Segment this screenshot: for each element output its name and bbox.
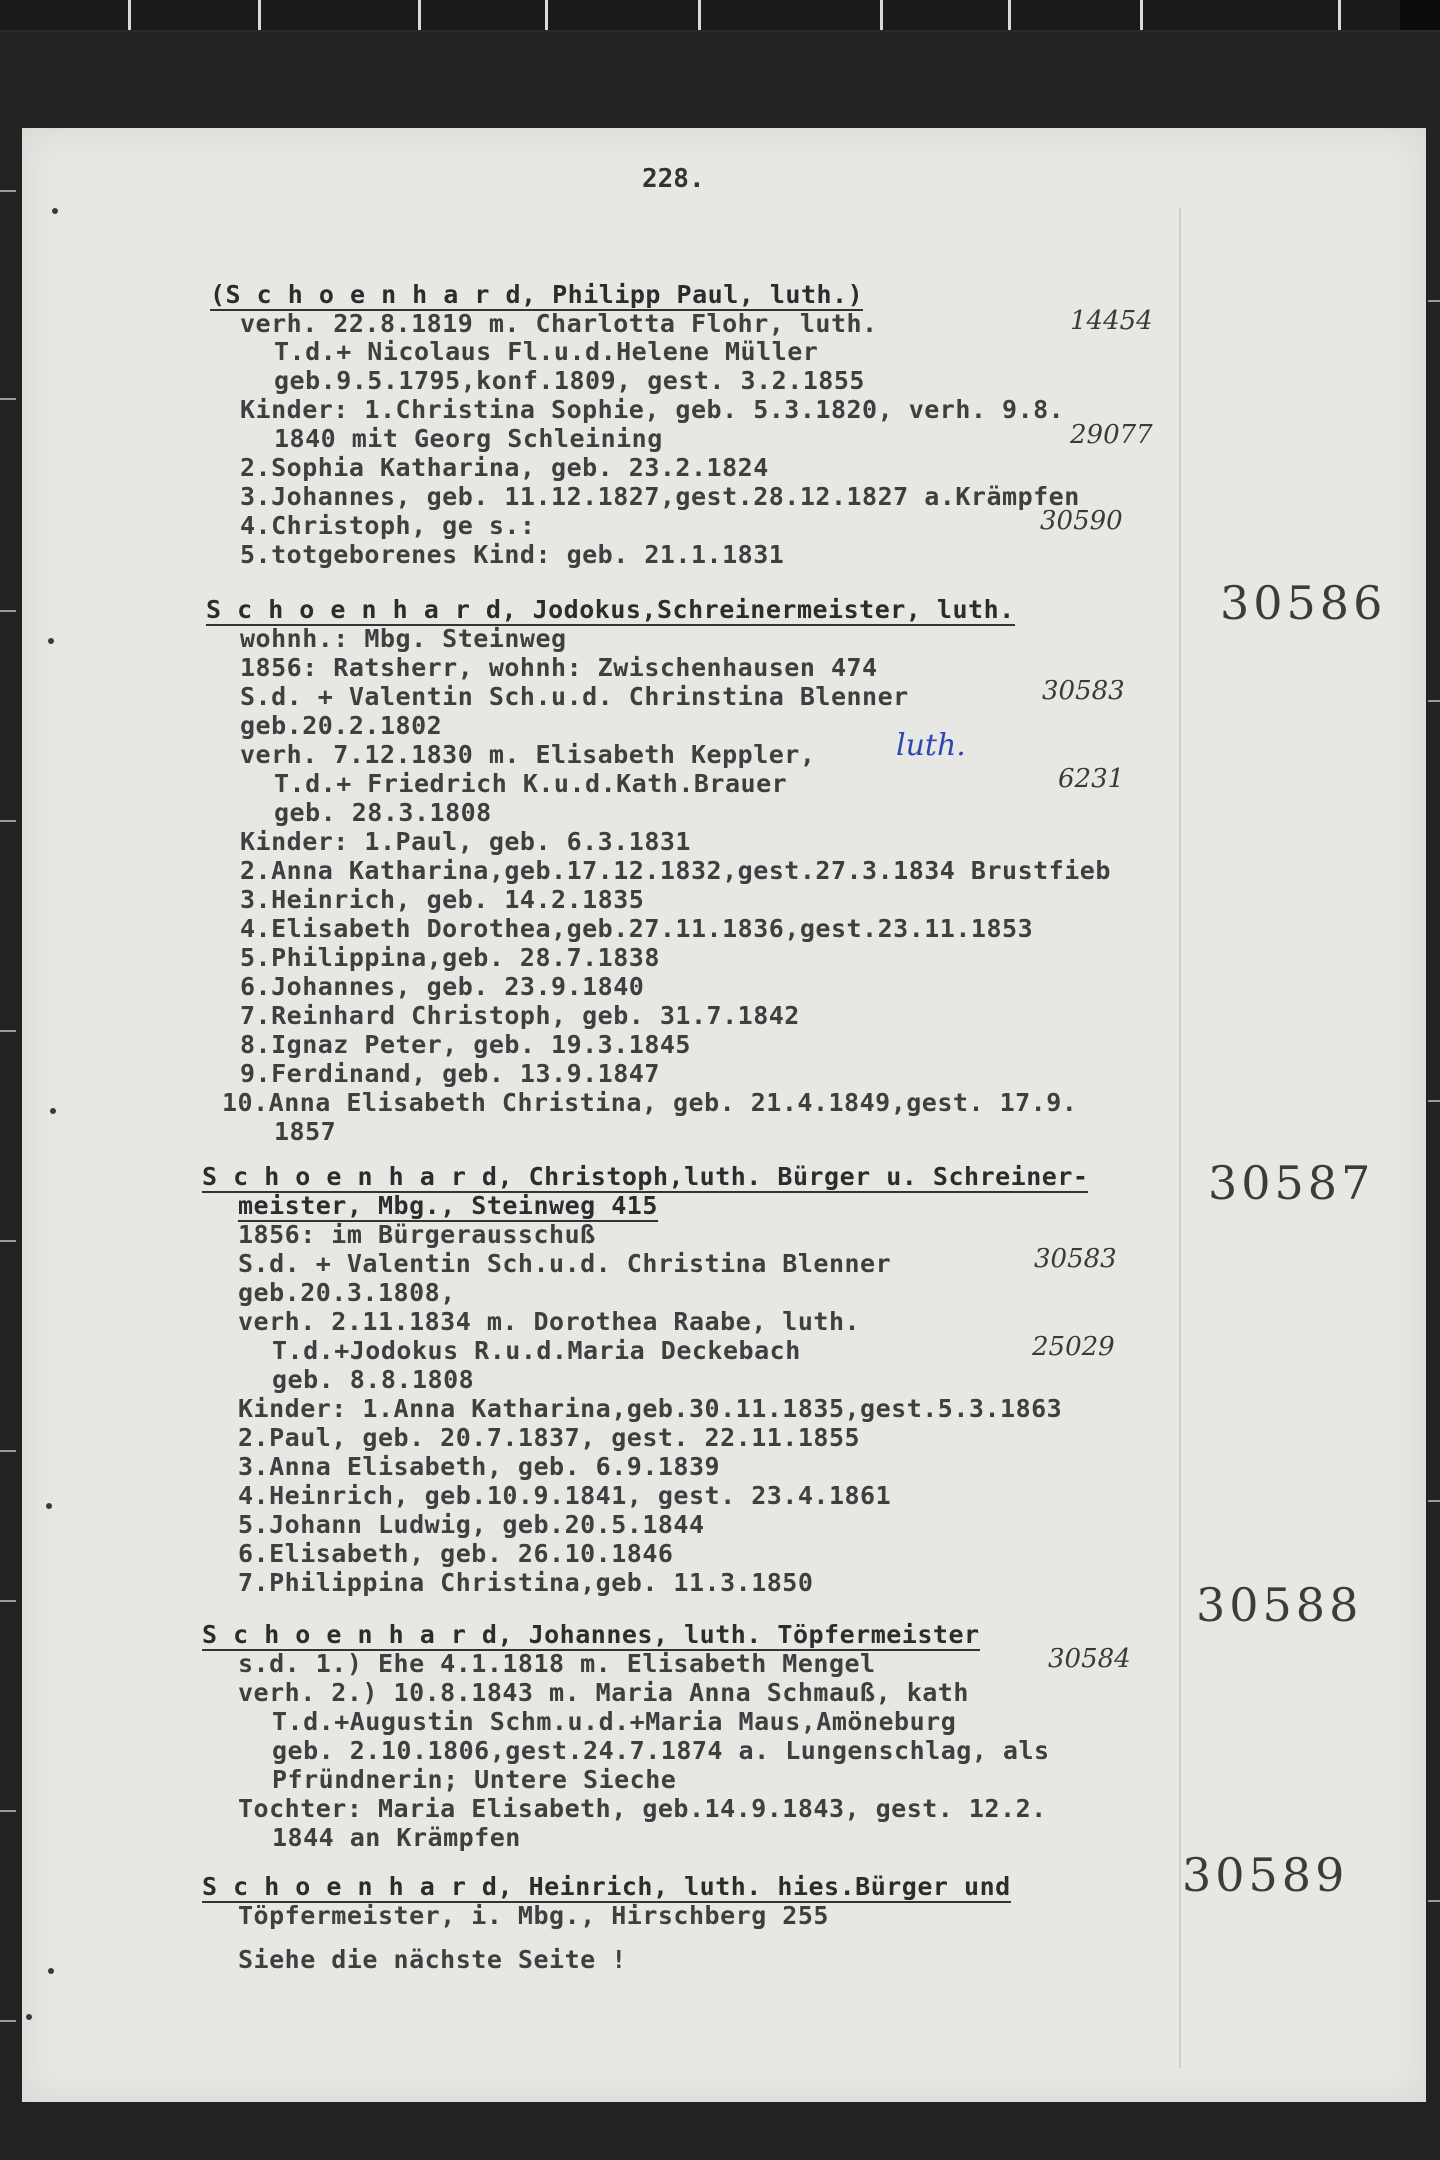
entry-line: S.d. + Valentin Sch.u.d. Chrinstina Blenner xyxy=(240,682,909,711)
edge-tick xyxy=(0,610,16,612)
scan-mark xyxy=(1140,0,1143,30)
reference-number: 30589 xyxy=(1182,1848,1349,1902)
entry-line: T.d.+ Nicolaus Fl.u.d.Helene Müller xyxy=(274,337,819,366)
entry-line: geb.20.2.1802 xyxy=(240,711,443,740)
entry-line: 2.Anna Katharina,geb.17.12.1832,gest.27.3.1834 Brustfieb xyxy=(240,856,1111,885)
margin-rule xyxy=(1179,208,1181,2068)
entry-line: verh. 7.12.1830 m. Elisabeth Keppler, xyxy=(240,740,816,769)
entry-line: 1857 xyxy=(274,1117,337,1146)
entry-line: Kinder: 1.Christina Sophie, geb. 5.3.1820, verh. 9.8. xyxy=(240,395,1065,424)
reference-number: 30586 xyxy=(1220,576,1387,630)
entry-line: T.d.+Augustin Schm.u.d.+Maria Maus,Amöneburg xyxy=(272,1707,957,1736)
scan-top-strip xyxy=(0,0,1440,32)
handwritten-annotation: 30584 xyxy=(1048,1644,1131,1674)
edge-tick xyxy=(0,1600,16,1602)
entry-heading: S c h o e n h a r d, Christoph,luth. Bürger u. Schreiner- xyxy=(202,1162,1089,1191)
scan-mark xyxy=(698,0,701,30)
entry-line: 1840 mit Georg Schleining xyxy=(274,424,663,453)
entry-line: 7.Philippina Christina,geb. 11.3.1850 xyxy=(238,1568,814,1597)
entry-line: 7.Reinhard Christoph, geb. 31.7.1842 xyxy=(240,1001,800,1030)
entry-line: 6.Johannes, geb. 23.9.1840 xyxy=(240,972,645,1001)
entry-line: verh. 22.8.1819 m. Charlotta Flohr, luth. xyxy=(240,309,878,338)
entry-heading: S c h o e n h a r d, Jodokus,Schreinermeister, luth. xyxy=(206,595,1015,624)
entry-line: 4.Elisabeth Dorothea,geb.27.11.1836,gest.23.11.1853 xyxy=(240,914,1034,943)
handwritten-annotation: 14454 xyxy=(1070,306,1153,336)
edge-tick xyxy=(1428,300,1440,302)
entry-line: 5.Johann Ludwig, geb.20.5.1844 xyxy=(238,1510,705,1539)
entry-line: verh. 2.11.1834 m. Dorothea Raabe, luth. xyxy=(238,1307,861,1336)
handwritten-annotation: luth. xyxy=(896,728,966,763)
edge-tick xyxy=(1428,700,1440,702)
entry-line: Kinder: 1.Anna Katharina,geb.30.11.1835,gest.5.3.1863 xyxy=(238,1394,1063,1423)
entry-heading: S c h o e n h a r d, Heinrich, luth. hies.Bürger und xyxy=(202,1872,1011,1901)
entry-line: Pfründnerin; Untere Sieche xyxy=(272,1765,677,1794)
entry-line: T.d.+Jodokus R.u.d.Maria Deckebach xyxy=(272,1336,801,1365)
entry-line: 5.Philippina,geb. 28.7.1838 xyxy=(240,943,660,972)
entry-line: 1856: Ratsherr, wohnh: Zwischenhausen 474 xyxy=(240,653,878,682)
handwritten-annotation: 25029 xyxy=(1032,1332,1115,1362)
entry-line: Tochter: Maria Elisabeth, geb.14.9.1843, gest. 12.2. xyxy=(238,1794,1047,1823)
entry-line: 8.Ignaz Peter, geb. 19.3.1845 xyxy=(240,1030,691,1059)
entry-line: 1856: im Bürgerausschuß xyxy=(238,1220,596,1249)
edge-tick xyxy=(0,2020,16,2022)
entry-line: 1844 an Krämpfen xyxy=(272,1823,521,1852)
scan-mark xyxy=(418,0,421,30)
handwritten-annotation: 30583 xyxy=(1042,676,1125,706)
entry-line: 9.Ferdinand, geb. 13.9.1847 xyxy=(240,1059,660,1088)
entry-line: verh. 2.) 10.8.1843 m. Maria Anna Schmauß, kath xyxy=(238,1678,969,1707)
entry-line: 6.Elisabeth, geb. 26.10.1846 xyxy=(238,1539,674,1568)
entry-line: 2.Paul, geb. 20.7.1837, gest. 22.11.1855 xyxy=(238,1423,861,1452)
scan-mark xyxy=(128,0,131,30)
continuation-note: Siehe die nächste Seite ! xyxy=(238,1945,627,1974)
scan-mark xyxy=(1338,0,1341,30)
scan-mark xyxy=(258,0,261,30)
entry-line: 4.Christoph, ge s.: xyxy=(240,511,536,540)
entry-line: 5.totgeborenes Kind: geb. 21.1.1831 xyxy=(240,540,785,569)
entry-heading: (S c h o e n h a r d, Philipp Paul, luth.) xyxy=(210,280,864,309)
reference-number: 30588 xyxy=(1196,1578,1363,1632)
punch-mark xyxy=(26,2014,32,2020)
edge-tick xyxy=(0,190,16,192)
punch-mark xyxy=(48,1968,54,1974)
punch-mark xyxy=(50,1108,56,1114)
entry-line: 10.Anna Elisabeth Christina, geb. 21.4.1849,gest. 17.9. xyxy=(222,1088,1078,1117)
entry-line: geb. 2.10.1806,gest.24.7.1874 a. Lungenschlag, als xyxy=(272,1736,1050,1765)
edge-tick xyxy=(0,1240,16,1242)
entry-line: meister, Mbg., Steinweg 415 xyxy=(238,1191,658,1220)
scan-mark xyxy=(1008,0,1011,30)
entry-line: geb. 28.3.1808 xyxy=(274,798,492,827)
handwritten-annotation: 29077 xyxy=(1070,420,1153,450)
reference-number: 30587 xyxy=(1208,1156,1375,1210)
entry-line: geb.20.3.1808, xyxy=(238,1278,456,1307)
scan-mark xyxy=(545,0,548,30)
entry-line: geb.9.5.1795,konf.1809, gest. 3.2.1855 xyxy=(274,366,865,395)
edge-tick xyxy=(0,398,16,400)
edge-tick xyxy=(1428,1100,1440,1102)
entry-line: 4.Heinrich, geb.10.9.1841, gest. 23.4.1861 xyxy=(238,1481,892,1510)
entry-line: T.d.+ Friedrich K.u.d.Kath.Brauer xyxy=(274,769,788,798)
entry-heading: S c h o e n h a r d, Johannes, luth. Töpfermeister xyxy=(202,1620,980,1649)
handwritten-annotation: 6231 xyxy=(1058,764,1125,794)
edge-tick xyxy=(1428,1900,1440,1902)
edge-tick xyxy=(0,1030,16,1032)
page-number: 228. xyxy=(642,164,705,194)
entry-line: geb. 8.8.1808 xyxy=(272,1365,475,1394)
punch-mark xyxy=(48,638,54,644)
edge-tick xyxy=(0,1450,16,1452)
entry-line: 2.Sophia Katharina, geb. 23.2.1824 xyxy=(240,453,769,482)
entry-line: S.d. + Valentin Sch.u.d. Christina Blenner xyxy=(238,1249,892,1278)
scan-corner xyxy=(1400,0,1440,30)
scan-mark xyxy=(880,0,883,30)
entry-line: wohnh.: Mbg. Steinweg xyxy=(240,624,567,653)
entry-line: 3.Heinrich, geb. 14.2.1835 xyxy=(240,885,645,914)
punch-mark xyxy=(46,1503,52,1509)
entry-line: s.d. 1.) Ehe 4.1.1818 m. Elisabeth Mengel xyxy=(238,1649,876,1678)
entry-line: 3.Johannes, geb. 11.12.1827,gest.28.12.1827 a.Krämpfen xyxy=(240,482,1080,511)
handwritten-annotation: 30583 xyxy=(1034,1244,1117,1274)
edge-tick xyxy=(0,1810,16,1812)
edge-tick xyxy=(1428,1500,1440,1502)
entry-line: 3.Anna Elisabeth, geb. 6.9.1839 xyxy=(238,1452,721,1481)
entry-line: Kinder: 1.Paul, geb. 6.3.1831 xyxy=(240,827,691,856)
edge-tick xyxy=(0,820,16,822)
document-page xyxy=(22,128,1426,2102)
punch-mark xyxy=(52,208,58,214)
entry-line: Töpfermeister, i. Mbg., Hirschberg 255 xyxy=(238,1901,829,1930)
handwritten-annotation: 30590 xyxy=(1040,506,1123,536)
